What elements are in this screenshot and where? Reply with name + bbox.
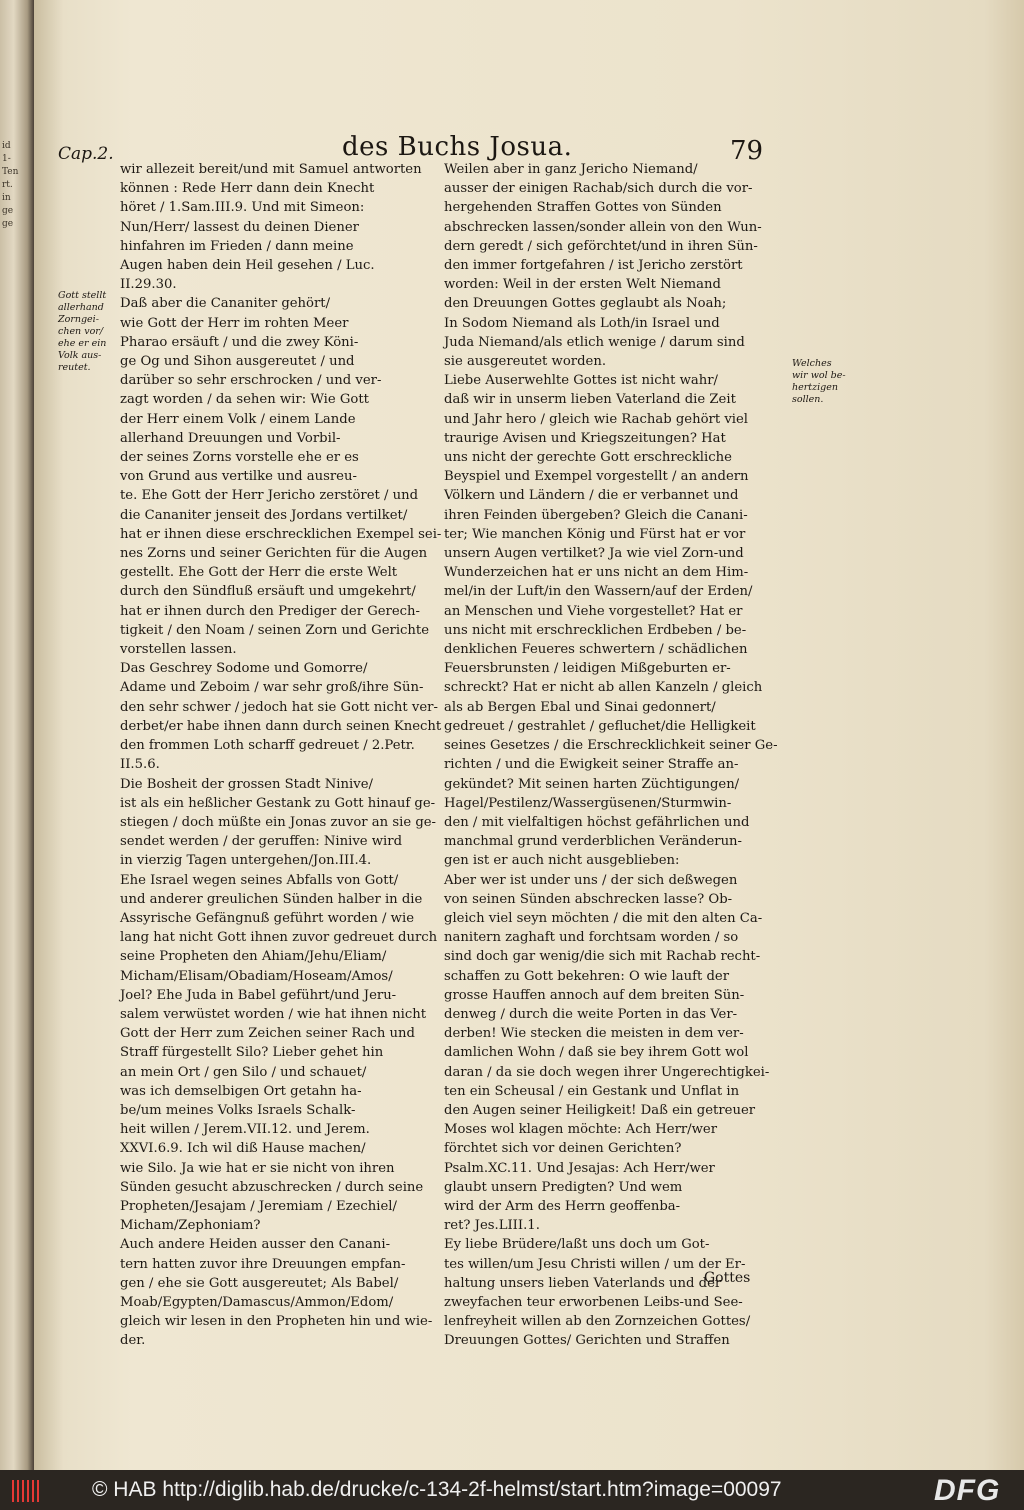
paragraph: Aber wer ist under uns / der sich deßwegen von seinen Sünden abschrecken lasse? Ob- gleich viel seyn möchten / die mit den alten Ca- nanitern zaghaft und forchtsam worden / so sind doch gar wenig/die sich mit Rachab recht- schaffen zu Gott bekehren: O wie lauft der grosse Hauffen annoch auf dem breiten Sün- denweg / durch die weite Porten in das Ver- derben! Wie stecken die meisten in dem ver- damlichen Wohn / daß sie bey ihrem Gott wol daran / da sie doch wegen ihrer Ungerechtigkei- ten ein Scheusal / ein Gestank und Unflat in den Augen seiner Heiligkeit! Daß ein getreuer Moses wol klagen möchte: Ach Herr/wer förchtet sich vor deinen Gerichten? Psalm.XC.11. Und Jesajas: Ach Herr/wer glaubt unsern Predigten? Und wem wird der Arm des Herrn geoffenba- ret? Jes.LIII.1. [444,872,770,1234]
paragraph: Die Bosheit der grossen Stadt Ninive/ ist als ein heßlicher Gestank zu Gott hinauf ge- stiegen / doch müßte ein Jonas zuvor an sie ge- sendet werden / der geruffen: Ninive wird in vierzig Tagen untergehen/Jon.III.4. [120,776,437,869]
previous-page-fragment: 1- [2,154,11,164]
book-page [34,0,1024,1470]
paragraph: wir allezeit bereit/und mit Samuel antworten können : Rede Herr dann dein Knecht höret / 1.Sam.III.9. Und mit Simeon: Nun/Herr/ lassest du deinen Diener hinfahren im Frieden / dann meine Augen haben dein Heil gesehen / Luc. II.29.30. [120,162,422,293]
margin-note-left: Gott stellt allerhand Zorngei- chen vor/ ehe er ein Volk aus- reutet. [58,290,107,373]
previous-page-fragment: rt. [2,180,13,190]
running-title: des Buchs Josua. [342,132,573,162]
paragraph: Weilen aber in ganz Jericho Niemand/ ausser der einigen Rachab/sich durch die vor- hergehenden Straffen Gottes von Sünden abschrecken lassen/sonder allein von den Wun- dern geredt / sich geförchtet/und in ihren Sün- den immer fortgefahren / ist Jericho zerstört worden: Weil in der ersten Welt Niemand den Dreuungen Gottes geglaubt als Noah; In Sodom Niemand als Loth/in Israel und Juda Niemand/als etlich wenige / darum sind sie ausgereutet worden. [444,162,762,370]
previous-page-fragment: ge [2,206,14,216]
paragraph: Ehe Israel wegen seines Abfalls von Gott/ und anderer greulichen Sünden halber in die Assyrische Gefängnuß geführt worden / wie lang hat nicht Gott ihnen zuvor gedreuet durch seine Propheten den Ahiam/Jehu/Eliam/ Micham/Elisam/Obadiam/Hoseam/Amos/ Joel? Ehe Juda in Babel geführt/und Jeru- salem verwüstet worden / wie hat ihnen nicht Gott der Herr zum Zeichen seiner Rach und Straff fürgestellt Silo? Lieber gehet hin an mein Ort / gen Silo / und schauet/ was ich demselbigen Ort getahn ha- be/um meines Volks Israels Schalk- heit willen / Jerem.VII.12. und Jerem. XXVI.6.9. Ich wil diß Hause machen/ wie Silo. Ja wie hat er sie nicht von ihren Sünden gesucht abzuschrecken / durch seine Propheten/Jesajam / Jeremiam / Ezechiel/ Micham/Zephoniam? [120,872,438,1234]
left-column [120,160,470,1351]
paragraph: Ey liebe Brüdere/laßt uns doch um Got- tes willen/um Jesu Christi willen / um der Er- haltung unsers lieben Vaterlands und der zweyfachen teur erworbenen Leibs-und See- lenfreyheit willen ab den Zornzeichen Gottes/ Dreuungen Gottes/ Gerichten und Straffen [444,1237,751,1349]
right-column [444,160,799,1351]
paragraph: Das Geschrey Sodome und Gomorre/ Adame und Zeboim / war sehr groß/ihre Sün- den sehr schwer / jedoch hat sie Gott nicht ver- derbet/er habe ihnen dann durch seinen Knecht den frommen Loth scharff gedreuet / 2.Petr. II.5.6. [120,661,442,773]
page-number: 79 [730,136,764,166]
catchword: Gottes [704,1270,751,1286]
dfg-logo: DFG [934,1474,1001,1507]
previous-page-fragment: ge [2,219,14,229]
previous-page-fragment: in [2,193,11,203]
barcode-icon [12,1480,42,1502]
chapter-label: Cap.2. [58,144,114,164]
previous-page-fragment: id [2,141,11,151]
paragraph: Daß aber die Cananiter gehört/ wie Gott der Herr im rohten Meer Pharao ersäuft / und die zwey Köni- ge Og und Sihon ausgereutet / und darüber so sehr erschrocken / und ver- zagt worden / da sehen wir: Wie Gott der Herr einem Volk / einem Lande allerhand Dreuungen und Vorbil- der seines Zorns vorstelle ehe er es von Grund aus vertilke und ausreu- te. Ehe Gott der Herr Jericho zerstöret / und die Cananiter jenseit des Jordans vertilket/ hat er ihnen diese erschrecklichen Exempel sei- nes Zorns und seiner Gerichten für die Augen gestellt. Ehe Gott der Herr die erste Welt durch den Sündfluß ersäuft und umgekehrt/ hat er ihnen durch den Prediger der Gerech- tigkeit / den Noam / seinen Zorn und Gerichte vorstellen lassen. [120,296,442,658]
paragraph: Auch andere Heiden ausser den Canani- tern hatten zuvor ihre Dreuungen empfan- gen / ehe sie Gott ausgereutet; Als Babel/ Moab/Egypten/Damascus/Ammon/Edom/ gleich wir lesen in den Propheten hin und wie- der. [120,1237,433,1349]
previous-page-fragment: Ten [2,167,19,177]
margin-note-right: Welches wir wol be- hertzigen sollen. [792,358,846,405]
book-spine [0,0,34,1470]
previous-page-margin [2,140,32,231]
paragraph: Liebe Auserwehlte Gottes ist nicht wahr/ daß wir in unserm lieben Vaterland die Zeit und Jahr hero / gleich wie Rachab gehört viel traurige Avisen und Kriegszeitungen? Hat uns nicht der gerechte Gott erschreckliche Beyspiel und Exempel vorgestellt / an andern Völkern und Ländern / die er verbannet und ihren Feinden übergeben? Gleich die Canani- ter; Wie manchen König und Fürst hat er vor unsern Augen vertilket? Ja wie viel Zorn-und Wunderzeichen hat er uns nicht an dem Him- mel/in der Luft/in den Wassern/auf der Erden/ an Menschen und Viehe vorgestellet? Hat er uns nicht mit erschrecklichen Erdbeben / be- denklichen Feueres schwertern / schädlichen Feuersbrunsten / leidigen Mißgeburten er- schreckt? Hat er nicht ab allen Kanzeln / gleich als ab Bergen Ebal und Sinai gedonnert/ gedreuet / gestrahlet / gefluchet/die Helligkeit seines Gesetzes / die Erschrecklichkeit seiner Ge- richten / und die Ewigkeit seiner Straffe an- gekündet? Mit seinen harten Züchtigungen/ Hagel/Pestilenz/Wassergüsenen/Sturmwin- den / mit vielfaltigen höchst gefährlichen und manchmal grund verderblichen Veränderun- gen ist er auch nicht ausgeblieben: [444,373,778,869]
viewer-footer [0,1470,1024,1510]
source-link[interactable]: © HAB http://diglib.hab.de/drucke/c-134-2f-helmst/start.htm?image=00097 [92,1478,782,1501]
